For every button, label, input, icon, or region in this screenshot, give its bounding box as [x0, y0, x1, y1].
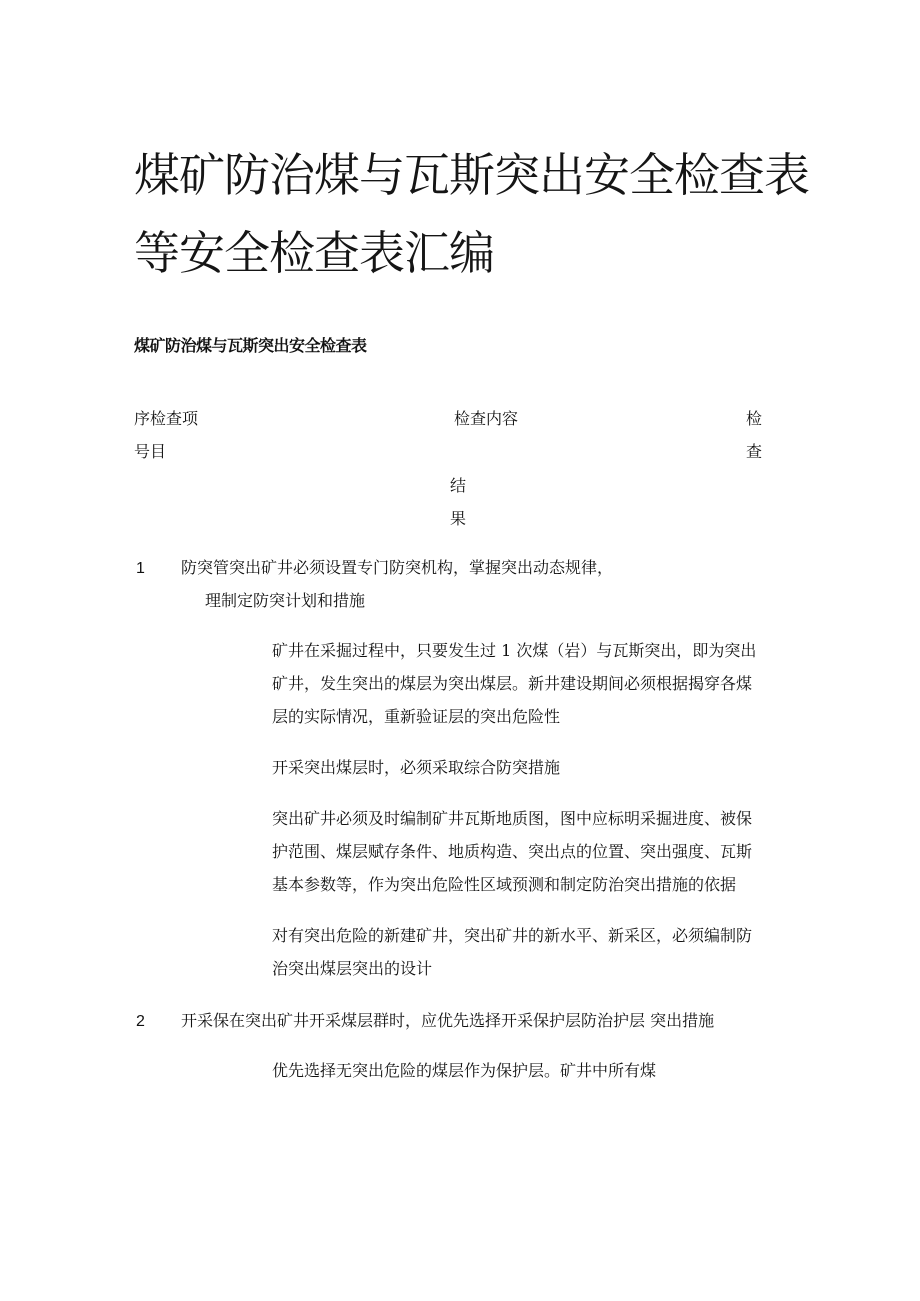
- header-seq-item-line1: 序检查项: [134, 409, 199, 428]
- header-result-char-3: 结: [450, 476, 467, 495]
- header-result-char-4: 果: [450, 509, 467, 528]
- content-paragraph-line: 矿井，发生突出的煤层为突出煤层。新井建设期间必须根据揭穿各煤: [272, 674, 753, 693]
- header-seq-item-line2: 号目: [134, 442, 167, 461]
- content-paragraph-line: 对有突出危险的新建矿井，突出矿井的新水平、新采区，必须编制防: [272, 926, 753, 945]
- item-title-line1: 开采保在突出矿井开采煤层群时，应优先选择开采保护层防治护层 突出措施: [181, 1011, 715, 1030]
- item-title-line2: 理制定防突计划和措施: [205, 591, 366, 610]
- item-number: 2: [136, 1013, 145, 1030]
- content-paragraph-line: 突出矿井必须及时编制矿井瓦斯地质图，图中应标明采掘进度、被保: [272, 809, 753, 828]
- document-title-line-1: 煤矿防治煤与瓦斯突出安全检查表: [134, 148, 809, 202]
- content-paragraph-line: 开采突出煤层时，必须采取综合防突措施: [272, 758, 561, 777]
- section-subtitle: 煤矿防治煤与瓦斯突出安全检查表: [134, 336, 367, 355]
- header-check-content: 检查内容: [454, 409, 519, 428]
- item-number: 1: [136, 560, 145, 577]
- document-title-line-2: 等安全检查表汇编: [134, 226, 494, 280]
- header-result-char-1: 检: [746, 409, 763, 428]
- content-paragraph-line: 矿井在采掘过程中，只要发生过 1 次煤（岩）与瓦斯突出，即为突出: [272, 641, 757, 660]
- content-paragraph-line: 治突出煤层突出的设计: [272, 959, 433, 978]
- content-paragraph-line: 护范围、煤层赋存条件、地质构造、突出点的位置、突出强度、瓦斯: [272, 842, 753, 861]
- content-paragraph-line: 优先选择无突出危险的煤层作为保护层。矿井中所有煤: [272, 1061, 657, 1080]
- header-result-char-2: 查: [746, 442, 763, 461]
- content-paragraph-line: 基本参数等，作为突出危险性区域预测和制定防治突出措施的依据: [272, 875, 737, 894]
- item-title-line1: 防突管突出矿井必须设置专门防突机构，掌握突出动态规律，: [181, 558, 614, 577]
- content-paragraph-line: 层的实际情况，重新验证层的突出危险性: [272, 707, 561, 726]
